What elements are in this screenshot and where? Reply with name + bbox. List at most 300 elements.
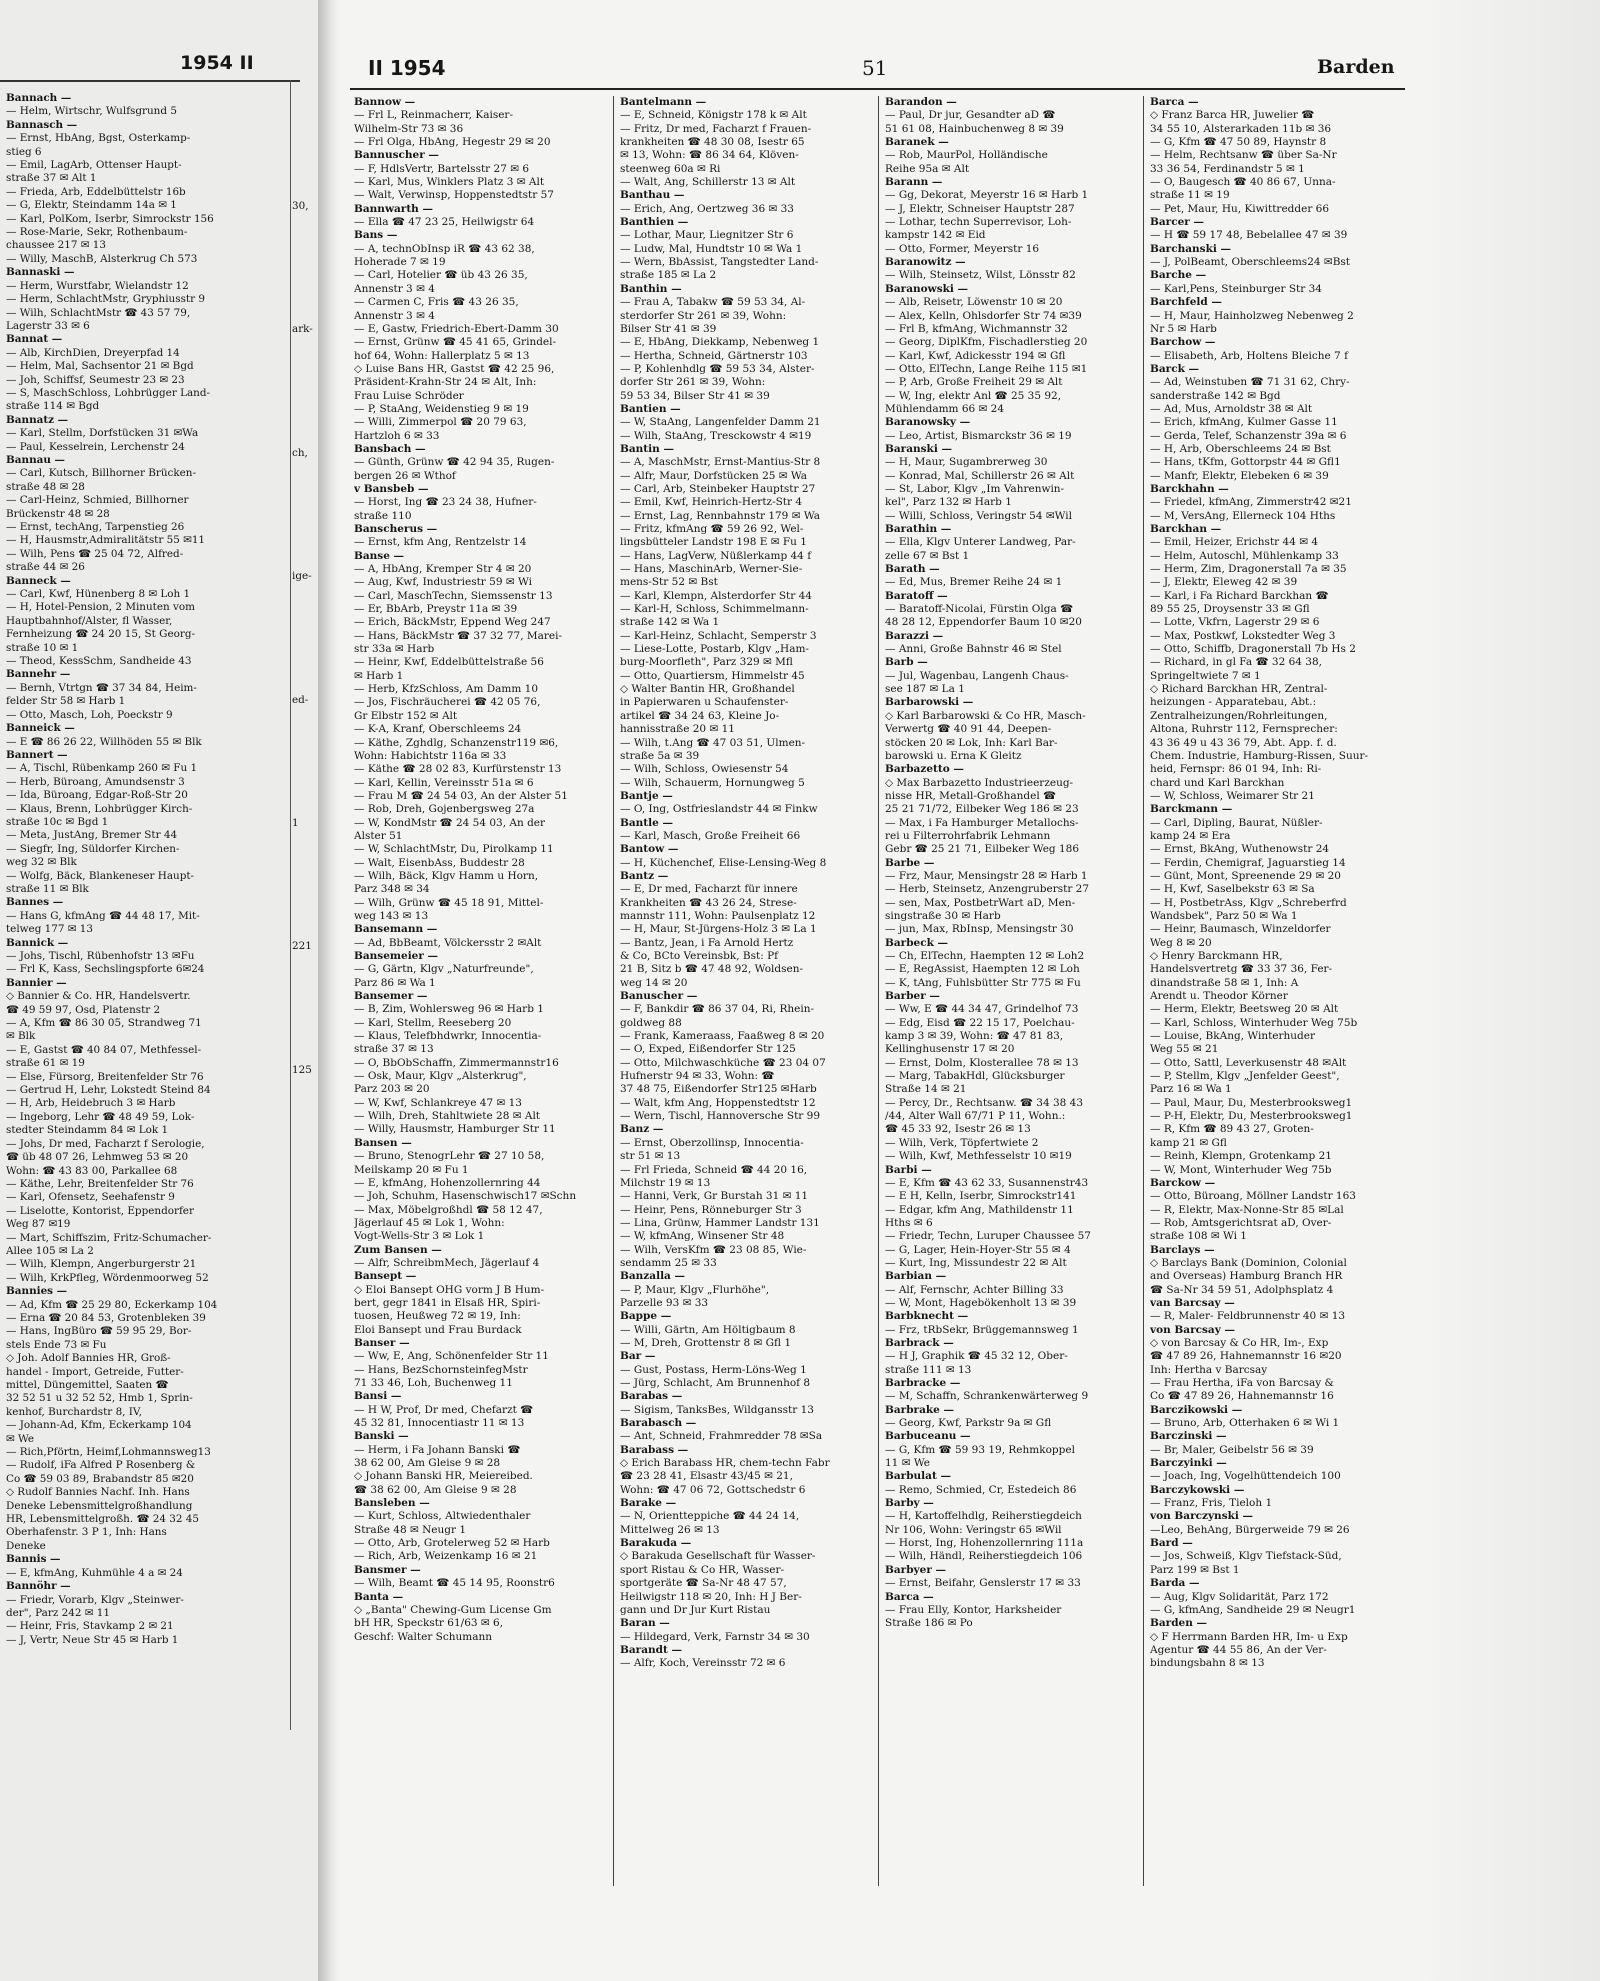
surname-heading: Barann — [885, 176, 943, 189]
directory-entry: — Carl, MaschTechn, Siemssenstr 13 [354, 589, 553, 602]
directory-entry: — H J, Graphik ☎ 45 32 12, Ober- [885, 1350, 1068, 1363]
directory-entry: Co ☎ 59 03 89, Brabandstr 85 ✉20 [6, 1472, 194, 1485]
surname-heading: Baranski — [885, 442, 952, 455]
surname-heading: Baranowitz — [885, 256, 966, 269]
directory-entry: Bilser Str 41 ✉ 39 [620, 322, 717, 335]
directory-entry: straße 110 [354, 509, 412, 522]
directory-entry: — Karl, Schloss, Winterhuder Weg 75b [1150, 1016, 1358, 1029]
left-page-fragment [0, 0, 318, 1981]
directory-entry: 34 55 10, Alsterarkaden 11b ✉ 36 [1150, 122, 1332, 135]
directory-entry: — R, Kfm ☎ 89 43 27, Groten- [1150, 1123, 1314, 1136]
directory-entry: — St, Labor, Klgv „Im Vahrenwin- [885, 482, 1065, 495]
surname-heading: Banneick — [6, 722, 75, 735]
directory-entry: — Wilh, Schauerm, Hornungweg 5 [620, 776, 805, 789]
directory-entry: — Walt, EisenbAss, Buddestr 28 [354, 856, 525, 869]
surname-heading: Baran — [620, 1617, 670, 1630]
directory-entry: — K-A, Kranf, Oberschleems 24 [354, 723, 522, 736]
directory-entry: — Bruno, StenogrLehr ☎ 27 10 58, [354, 1150, 545, 1163]
directory-entry: — H, Maur, St-Jürgens-Holz 3 ✉ La 1 [620, 923, 817, 936]
surname-heading: von Barcsay — [1150, 1323, 1235, 1336]
surname-heading: Barabasch — [620, 1417, 697, 1430]
directory-entry: — Carl, Kutsch, Billhorner Brücken- [6, 467, 196, 480]
directory-entry: — H, Arb, Heidebruch 3 ✉ Harb [6, 1097, 176, 1110]
directory-entry: straße 10c ✉ Bgd 1 [6, 815, 109, 828]
directory-entry: sanderstraße 142 ✉ Bgd [1150, 389, 1281, 402]
directory-entry: — O, BbObSchaffn, Zimmermannstr16 [354, 1056, 559, 1069]
surname-heading: Bansen — [354, 1136, 412, 1149]
surname-heading: Bard — [1150, 1537, 1193, 1550]
directory-entry: kamp 24 ✉ Era [1150, 829, 1231, 842]
directory-entry: — Georg, Kwf, Parkstr 9a ✉ Gfl [885, 1417, 1052, 1430]
directory-entry: — Ad, Kfm ☎ 25 29 80, Eckerkamp 104 [6, 1298, 218, 1311]
surname-heading: Bannöhr — [6, 1580, 71, 1593]
directory-entry: — Karl, i Fa Richard Barckhan ☎ [1150, 589, 1329, 602]
directory-entry: — Otto, Milchwaschküche ☎ 23 04 07 [620, 1056, 826, 1069]
directory-entry: — E, Schneid, Königstr 178 k ✉ Alt [620, 109, 807, 122]
directory-entry: — H, Kartoffelhdlg, Reiherstiegdeich [885, 1510, 1082, 1523]
surname-heading: Bannatz — [6, 413, 69, 426]
directory-entry: — Helm, Mal, Sachsentor 21 ✉ Bgd [6, 360, 194, 373]
directory-entry: — Frl B, kfmAng, Wichmannstr 32 [885, 322, 1068, 335]
directory-entry: ◇ Joh. Adolf Bannies HR, Groß- [6, 1352, 171, 1365]
directory-entry: — Emil, Kwf, Heinrich-Hertz-Str 4 [620, 496, 803, 509]
margin-fragment: 125 [292, 1063, 312, 1076]
surname-heading: Banser — [354, 1336, 410, 1349]
surname-heading: Bannehr — [6, 668, 71, 681]
directory-entry: Parz 348 ✉ 34 [354, 883, 430, 896]
surname-heading: Barca — [885, 1590, 934, 1603]
surname-heading: Banski — [354, 1430, 409, 1443]
directory-entry: — Er, BbArb, Preystr 11a ✉ 39 [354, 603, 518, 616]
directory-entry: — P-H, Elektr, Du, Mesterbrooksweg1 [1150, 1110, 1353, 1123]
directory-entry: str 51 ✉ 13 [620, 1150, 681, 1163]
directory-entry: — O, Exped, Eißendorfer Str 125 [620, 1043, 796, 1056]
surname-heading: Barabas — [620, 1390, 683, 1403]
directory-entry: — Rose-Marie, Sekr, Rothenbaum- [6, 226, 188, 239]
directory-entry: — E, Gastst ☎ 40 84 07, Methfessel- [6, 1043, 202, 1056]
directory-entry: Parz 86 ✉ Wa 1 [354, 976, 436, 989]
directory-entry: ☎ Sa-Nr 34 59 51, Adolphsplatz 4 [1150, 1283, 1334, 1296]
directory-entry: — B, Zim, Wohlersweg 96 ✉ Harb 1 [354, 1003, 544, 1016]
directory-entry: — Lothar, techn Superrevisor, Loh- [885, 216, 1072, 229]
directory-entry: — Rudolf, iFa Alfred P Rosenberg & [6, 1459, 196, 1472]
directory-entry: — Erich, Ang, Oertzweg 36 ✉ 33 [620, 202, 794, 215]
surname-heading: Bannes — [6, 896, 64, 909]
directory-entry: Krankheiten ☎ 43 26 24, Strese- [620, 896, 797, 909]
directory-entry: — Wilh, Pens ☎ 25 04 72, Alfred- [6, 547, 184, 560]
directory-entry: — Sigism, TanksBes, Wildgansstr 13 [620, 1403, 814, 1416]
directory-entry: — E, kfmAng, Hohenzollernring 44 [354, 1176, 541, 1189]
directory-entry: Annenstr 3 ✉ 4 [354, 309, 435, 322]
directory-columns [348, 96, 1408, 1886]
surname-heading: Bannwarth — [354, 202, 433, 215]
directory-entry: — Wilh, KrkPfleg, Wördenmoorweg 52 [6, 1271, 209, 1284]
directory-entry: — A, Kfm ☎ 86 30 05, Strandweg 71 [6, 1017, 202, 1030]
surname-heading: Banzalla — [620, 1270, 686, 1283]
directory-entry: — G, Lager, Hein-Hoyer-Str 55 ✉ 4 [885, 1243, 1071, 1256]
directory-entry: — Percy, Dr., Rechtsanw. ☎ 34 38 43 [885, 1096, 1084, 1109]
directory-entry: — Konrad, Mal, Schillerstr 26 ✉ Alt [885, 469, 1075, 482]
directory-entry: 33 36 54, Ferdinandstr 5 ✉ 1 [1150, 162, 1305, 175]
directory-entry: Arendt u. Theodor Körner [1150, 990, 1288, 1003]
directory-entry: — Otto, Sattl, Leverkusenstr 48 ✉Alt [1150, 1056, 1347, 1069]
directory-entry: Hauptbahnhof/Alster, fl Wasser, [6, 614, 173, 627]
surname-heading: Barazzi — [885, 629, 944, 642]
directory-entry: — Rich,Pförtn, Heimf,Lohmannsweg13 [6, 1446, 211, 1459]
directory-entry: — Helm, Autoschl, Mühlenkamp 33 [1150, 549, 1339, 562]
directory-entry: — Aug, Klgv Solidarität, Parz 172 [1150, 1590, 1329, 1603]
directory-entry: — Else, Fürsorg, Breitenfelder Str 76 [6, 1070, 204, 1083]
directory-entry: sport Ristau & Co HR, Wasser- [620, 1563, 785, 1576]
directory-entry: — Max, i Fa Hamburger Metallochs- [885, 816, 1079, 829]
surname-heading: Bannis — [6, 1553, 61, 1566]
directory-entry: Eloi Bansept und Frau Burdack [354, 1323, 522, 1336]
directory-entry: — A, MaschMstr, Ernst-Mantius-Str 8 [620, 456, 821, 469]
directory-entry: 51 61 08, Hainbuchenweg 8 ✉ 39 [885, 122, 1064, 135]
surname-heading: Bannow — [354, 96, 416, 108]
directory-entry: weg 32 ✉ Blk [6, 856, 77, 869]
directory-entry: — jun, Max, RbInsp, Mensingstr 30 [885, 923, 1074, 936]
directory-entry: — Frz, Maur, Mensingstr 28 ✉ Harb 1 [885, 869, 1088, 882]
directory-entry: — J, Vertr, Neue Str 45 ✉ Harb 1 [6, 1633, 179, 1646]
directory-entry: 43 36 49 u 43 36 79, Abt. App. f. d. [1150, 736, 1337, 749]
directory-entry: — Karl,Pens, Steinburger Str 34 [1150, 282, 1322, 295]
surname-heading: Barbazetto — [885, 763, 964, 776]
directory-entry: — A, Tischl, Rübenkamp 260 ✉ Fu 1 [6, 762, 198, 775]
directory-entry: — Friedr, Vorarb, Klgv „Steinwer- [6, 1593, 184, 1606]
directory-entry: straße 10 ✉ 1 [6, 641, 79, 654]
directory-entry: — Ad, Mus, Arnoldstr 38 ✉ Alt [1150, 402, 1313, 415]
directory-entry: — Joach, Ing, Vogelhüttendeich 100 [1150, 1470, 1341, 1483]
directory-entry: Straße 14 ✉ 21 [885, 1083, 967, 1096]
directory-entry: — Frl Olga, HbAng, Hegestr 29 ✉ 20 [354, 136, 551, 149]
surname-heading: Bannies — [6, 1285, 68, 1298]
directory-entry: sportgeräte ☎ Sa-Nr 48 47 57, [620, 1577, 787, 1590]
surname-heading: Banthin — [620, 282, 682, 295]
margin-fragment: ch, [292, 446, 308, 459]
directory-entry: — Franz, Fris, Tieloh 1 [1150, 1497, 1273, 1510]
directory-entry: straße 111 ✉ 13 [885, 1363, 972, 1376]
directory-entry: — Friedr, Techn, Luruper Chaussee 57 [885, 1230, 1091, 1243]
directory-entry: mens-Str 52 ✉ Bst [620, 576, 718, 589]
directory-entry: sterdorfer Str 261 ✉ 39, Wohn: [620, 309, 787, 322]
directory-entry: str 33a ✉ Harb [354, 643, 435, 656]
surname-heading: Banuscher — [620, 990, 698, 1003]
directory-entry: — Ella, Klgv Unterer Landweg, Par- [885, 536, 1076, 549]
directory-entry: ◇ von Barcsay & Co HR, Im-, Exp [1150, 1336, 1329, 1349]
directory-entry: — K, tAng, Fuhlsbütter Str 775 ✉ Fu [885, 976, 1081, 989]
surname-heading: Banthien — [620, 216, 689, 229]
directory-entry: —Leo, BehAng, Bürgerweide 79 ✉ 26 [1150, 1523, 1350, 1536]
surname-heading: von Barczynski — [1150, 1510, 1254, 1523]
directory-entry: Allee 105 ✉ La 2 [6, 1244, 94, 1257]
directory-entry: — Louise, BkAng, Winterhuder [1150, 1030, 1316, 1043]
directory-entry: HR, Lebensmittelgroßh. ☎ 24 32 45 [6, 1513, 199, 1526]
directory-entry: ✉ Harb 1 [354, 669, 404, 682]
surname-heading: Barbrake — [885, 1403, 954, 1416]
directory-entry: — Kurt, Ing, Missundestr 22 ✉ Alt [885, 1256, 1067, 1269]
surname-heading: Barakuda — [620, 1537, 692, 1550]
directory-entry: ☎ üb 48 07 26, Lehmweg 53 ✉ 20 [6, 1151, 189, 1164]
directory-entry: chaussee 217 ✉ 13 [6, 239, 107, 252]
directory-entry: — Alfr, SchreibmMech, Jägerlauf 4 [354, 1256, 540, 1269]
directory-entry: — M, Dreh, Grottenstr 8 ✉ Gfl 1 [620, 1336, 792, 1349]
surname-heading: Bannau — [6, 453, 65, 466]
directory-entry: — Wilh, t.Ang ☎ 47 03 51, Ulmen- [620, 736, 806, 749]
surname-heading: Barda — [1150, 1577, 1200, 1590]
directory-entry: — R, Maler- Feldbrunnenstr 40 ✉ 13 [1150, 1310, 1346, 1323]
directory-entry: — G, Kfm ☎ 59 93 19, Rehmkoppel [885, 1443, 1075, 1456]
surname-heading: Banta — [354, 1590, 404, 1603]
directory-entry: — Helm, Rechtsanw ☎ über Sa-Nr [1150, 149, 1337, 162]
directory-entry: and Overseas) Hamburg Branch HR [1150, 1270, 1343, 1283]
directory-entry: — Ww, E, Ang, Schönenfelder Str 11 [354, 1350, 549, 1363]
directory-entry: Weg 87 ✉19 [6, 1218, 71, 1231]
directory-entry: — H, Maur, Hainholzweg Nebenweg 2 [1150, 309, 1354, 322]
directory-entry: — G, Kfm ☎ 47 50 89, Haynstr 8 [1150, 136, 1327, 149]
directory-entry: — Gertrud H, Lehr, Lokstedt Steind 84 [6, 1084, 211, 1097]
directory-entry: — W, Mont, Hagebökenholt 13 ✉ 39 [885, 1296, 1077, 1309]
surname-heading: Bannasch — [6, 118, 78, 131]
directory-entry: telweg 177 ✉ 13 [6, 923, 94, 936]
directory-entry: ☎ 38 62 00, Am Gleise 9 ✉ 28 [354, 1483, 517, 1496]
directory-entry: — Emil, Heizer, Erichstr 44 ✉ 4 [1150, 536, 1319, 549]
directory-entry: Straße 48 ✉ Neugr 1 [354, 1523, 467, 1536]
directory-entry: — Carl, Hotelier ☎ üb 43 26 35, [354, 269, 528, 282]
surname-heading: Bansleben — [354, 1497, 430, 1510]
directory-entry: — A, technObInsp iR ☎ 43 62 38, [354, 242, 535, 255]
surname-heading: Bans — [354, 229, 398, 242]
directory-entry: Wohn: ☎ 43 83 00, Parkallee 68 [6, 1164, 178, 1177]
directory-entry: — Marg, TabakHdl, Glücksburger [885, 1070, 1065, 1083]
directory-entry: — E, HbAng, Diekkamp, Nebenweg 1 [620, 336, 820, 349]
directory-entry: — Paul, Dr jur, Gesandter aD ☎ [885, 109, 1056, 122]
directory-entry: — A, HbAng, Kremper Str 4 ✉ 20 [354, 563, 532, 576]
directory-entry: — Frz, tRbSekr, Brüggemannsweg 1 [885, 1323, 1079, 1336]
directory-entry: heid, Fernspr: 86 01 94, Inh: Ri- [1150, 763, 1322, 776]
surname-heading: Barchanski — [1150, 242, 1232, 255]
directory-entry: straße 108 ✉ Wi 1 [1150, 1230, 1247, 1243]
surname-heading: Baranek — [885, 136, 949, 149]
directory-entry: 89 55 25, Droysenstr 33 ✉ Gfl [1150, 603, 1310, 616]
directory-entry: — Frau A, Tabakw ☎ 59 53 34, Al- [620, 296, 806, 309]
directory-entry: — Heinr, Fris, Stavkamp 2 ✉ 21 [6, 1620, 174, 1633]
surname-heading: Bannach — [6, 92, 72, 104]
directory-entry: — Karl, Ofensetz, Seehafenstr 9 [6, 1191, 175, 1204]
directory-entry: ✉ 13, Wohn: ☎ 86 34 64, Klöven- [620, 149, 799, 162]
directory-entry: — Ant, Schneid, Frahmredder 78 ✉Sa [620, 1430, 823, 1443]
directory-entry: — Hertha, Schneid, Gärtnerstr 103 [620, 349, 808, 362]
directory-entry: & Co, BCto Vereinsbk, Bst: Pf [620, 950, 779, 962]
directory-entry: Alster 51 [354, 829, 403, 842]
directory-entry: — Wilh, Verk, Töpfertwiete 2 [885, 1136, 1039, 1149]
directory-entry: — O, Baugesch ☎ 40 86 67, Unna- [1150, 176, 1336, 189]
directory-entry: — Heinr, Baumasch, Winzeldorfer [1150, 923, 1331, 936]
directory-entry: — Hans, IngBüro ☎ 59 95 29, Bor- [6, 1325, 192, 1338]
directory-entry: — F, HdlsVertr, Bartelsstr 27 ✉ 6 [354, 162, 530, 175]
directory-entry: — H, Küchenchef, Elise-Lensing-Weg 8 [620, 856, 827, 869]
surname-heading: Barcer — [1150, 216, 1204, 229]
directory-entry: bH HR, Speckstr 61/63 ✉ 6, [354, 1617, 504, 1630]
directory-entry: — Helm, Wirtschr, Wulfsgrund 5 [6, 105, 177, 118]
directory-entry: — Fritz, Dr med, Facharzt f Frauen- [620, 122, 812, 135]
directory-entry: /44, Alter Wall 67/71 P 11, Wohn.: [885, 1110, 1066, 1123]
directory-entry: — Gust, Postass, Herm-Löns-Weg 1 [620, 1363, 807, 1376]
directory-entry: — Carmen C, Fris ☎ 43 26 35, [354, 296, 519, 309]
directory-entry: — Mart, Schiffszim, Fritz-Schumacher- [6, 1231, 212, 1244]
directory-entry: ☎ 45 33 92, Isestr 26 ✉ 13 [885, 1123, 1031, 1136]
directory-entry: — E, Dr med, Facharzt für innere [620, 883, 798, 896]
directory-entry: Gr Elbstr 152 ✉ Alt [354, 709, 458, 722]
directory-entry: — Otto, Arb, Grotelerweg 52 ✉ Harb [354, 1537, 550, 1550]
directory-entry: rei u Filterrohrfabrik Lehmann [885, 829, 1051, 842]
directory-entry: ◇ Max Barbazetto Industrieerzeug- [885, 776, 1074, 789]
surname-heading: van Barcsay — [1150, 1296, 1235, 1309]
directory-entry: — Rob, Amtsgerichtsrat aD, Over- [1150, 1216, 1332, 1229]
surname-heading: Barckow — [1150, 1176, 1216, 1189]
directory-entry: 59 53 34, Bilser Str 41 ✉ 39 [620, 389, 770, 402]
directory-entry: — Karl, Klempn, Alsterdorfer Str 44 [620, 589, 812, 602]
directory-entry: straße 37 ✉ Alt 1 [6, 172, 97, 185]
directory-entry: — J, PolBeamt, Oberschleems24 ✉Bst [1150, 256, 1351, 269]
directory-column-1 [348, 96, 613, 1886]
surname-heading: Barake — [620, 1497, 677, 1510]
directory-entry: — Alfr, Koch, Vereinsstr 72 ✉ 6 [620, 1657, 786, 1670]
directory-column-4 [1143, 96, 1408, 1886]
directory-entry: straße 11 ✉ 19 [1150, 189, 1230, 202]
directory-page [340, 0, 1600, 1981]
surname-heading: Bansemer — [354, 990, 428, 1003]
directory-entry: ◇ Karl Barbarowski & Co HR, Masch- [885, 709, 1086, 722]
directory-entry: Meilskamp 20 ✉ Fu 1 [354, 1163, 469, 1176]
directory-entry: — Ella ☎ 47 23 25, Heilwigstr 64 [354, 216, 535, 229]
surname-heading: Barchow — [1150, 336, 1216, 349]
directory-entry: ◇ Johann Banski HR, Meiereibed. [354, 1470, 533, 1483]
directory-entry: — Ferdin, Chemigraf, Jaguarstieg 14 [1150, 856, 1346, 869]
directory-entry: — Leo, Artist, Bismarckstr 36 ✉ 19 [885, 429, 1072, 442]
margin-fragment: ed- [292, 693, 309, 706]
page-header-year: II 1954 [368, 56, 446, 80]
directory-entry: artikel ☎ 34 24 63, Kleine Jo- [620, 709, 780, 722]
directory-entry: — Klaus, Telefbhdwrkr, Innocentia- [354, 1030, 542, 1043]
directory-entry: dinandstraße 58 ✉ 1, Inh: A [1150, 976, 1299, 989]
surname-heading: Barb — [885, 656, 928, 669]
directory-entry: — Br, Maler, Geibelstr 56 ✉ 39 [1150, 1443, 1314, 1456]
directory-entry: — E, RegAssist, Haempten 12 ✉ Loh [885, 963, 1080, 976]
directory-entry: — Carl, Arb, Steinbeker Hauptstr 27 [620, 482, 816, 495]
directory-column-3 [878, 96, 1143, 1886]
directory-entry: — Otto, ElTechn, Lange Reihe 115 ✉1 [885, 362, 1088, 375]
directory-entry: Präsident-Krahn-Str 24 ✉ Alt, Inh: [354, 376, 537, 389]
directory-entry: — E, Kfm ☎ 43 62 33, Susannenstr43 [885, 1176, 1089, 1189]
directory-entry: — Max, Postkwf, Lokstedter Weg 3 [1150, 629, 1336, 642]
directory-entry: — Lothar, Maur, Liegnitzer Str 6 [620, 229, 794, 242]
directory-entry: barowski u. Erna K Gleitz [885, 749, 1022, 762]
directory-entry: — Wilh, Dreh, Stahltwiete 28 ✉ Alt [354, 1110, 541, 1123]
directory-entry: ☎ 47 89 26, Hahnemannstr 16 ✉20 [1150, 1350, 1342, 1363]
directory-entry: straße 142 ✉ Wa 1 [620, 616, 720, 629]
directory-column-2 [613, 96, 878, 1886]
surname-heading: Banse — [354, 549, 405, 562]
directory-entry: weg 143 ✉ 13 [354, 909, 429, 922]
directory-entry: — Hans, BäckMstr ☎ 37 32 77, Marei- [354, 629, 563, 642]
surname-heading: Barbulat — [885, 1470, 951, 1483]
directory-entry: — Karl, Masch, Große Freiheit 66 [620, 829, 801, 842]
surname-heading: Bannaski — [6, 266, 75, 279]
directory-entry: nisse HR, Metall-Großhandel ☎ [885, 789, 1057, 802]
directory-entry: 71 33 46, Loh, Buchenweg 11 [354, 1377, 513, 1389]
directory-entry: — M, VersAng, Ellerneck 104 Hths [1150, 509, 1336, 522]
directory-entry: — Wilh, Beamt ☎ 45 14 95, Roonstr6 [354, 1577, 555, 1590]
directory-entry: — Wilh, Schloss, Owiesenstr 54 [620, 763, 789, 776]
directory-entry: — Ernst, Dolm, Klosterallee 78 ✉ 13 [885, 1056, 1079, 1069]
surname-heading: Barandon — [885, 96, 957, 108]
directory-entry: — Frl L, Reinmacherr, Kaiser- [354, 109, 513, 122]
surname-heading: Barclays — [1150, 1243, 1215, 1256]
directory-entry: — E H, Kelln, Iserbr, Simrockstr141 [885, 1190, 1077, 1203]
surname-heading: Barca — [1150, 96, 1199, 108]
directory-entry: — Karl, Mus, Winklers Platz 3 ✉ Alt [354, 176, 545, 189]
directory-entry: — Johs, Dr med, Facharzt f Serologie, [6, 1137, 205, 1150]
surname-heading: Zum Bansen — [354, 1243, 442, 1256]
directory-entry: straße 185 ✉ La 2 [620, 269, 717, 282]
surname-heading: Bantien — [620, 402, 681, 415]
directory-entry: Co ☎ 47 89 26, Hahnemannstr 16 [1150, 1390, 1334, 1403]
directory-entry: ◇ Walter Bantin HR, Großhandel [620, 683, 795, 696]
directory-entry: — Ernst, techAng, Tarpenstieg 26 [6, 521, 185, 533]
directory-entry: — Joh, Schuhm, Hasenschwisch17 ✉Schn [354, 1190, 577, 1203]
surname-heading: Bantle — [620, 816, 673, 829]
directory-entry: Hartzloh 6 ✉ 33 [354, 429, 440, 442]
surname-heading: Barczyinki — [1150, 1457, 1227, 1470]
directory-entry: bergen 26 ✉ Wthof [354, 469, 456, 482]
directory-entry: — W, Schloss, Weimarer Str 21 [1150, 789, 1315, 802]
directory-entry: — Walt, Verwinsp, Hoppenstedtstr 57 [354, 189, 554, 202]
directory-entry: steenweg 60a ✉ Ri [620, 162, 721, 175]
directory-entry: — Käthe, Zghdlg, Schanzenstr119 ✉6, [354, 736, 559, 749]
directory-entry: — H, Maur, Sugambrerweg 30 [885, 456, 1048, 469]
directory-entry: — Frl K, Kass, Sechslingspforte 6✉24 [6, 963, 205, 976]
directory-entry: Weg 55 ✉ 21 [1150, 1043, 1219, 1056]
directory-entry: — Jürg, Schlacht, Am Brunnenhof 8 [620, 1377, 811, 1389]
directory-entry: — Aug, Kwf, Industriestr 59 ✉ Wi [354, 576, 532, 589]
directory-entry: — M, Schaffn, Schrankenwärterweg 9 [885, 1390, 1089, 1403]
surname-heading: Bannert — [6, 748, 68, 761]
directory-entry: Wohn: ☎ 47 06 72, Gottschedstr 6 [620, 1483, 806, 1496]
directory-entry: — Rich, Arb, Weizenkamp 16 ✉ 21 [354, 1550, 538, 1563]
directory-entry: — Manfr, Elektr, Elebeken 6 ✉ 39 [1150, 469, 1329, 482]
directory-entry: Oberhafenstr. 3 P 1, Inh: Hans [6, 1526, 167, 1539]
directory-entry: — O, Ing, Ostfrieslandstr 44 ✉ Finkw [620, 803, 818, 816]
directory-entry: ◇ Franz Barca HR, Juwelier ☎ [1150, 109, 1315, 122]
directory-entry: — Ingeborg, Lehr ☎ 48 49 59, Lok- [6, 1110, 195, 1123]
directory-entry: zelle 67 ✉ Bst 1 [885, 549, 970, 562]
directory-entry: — Herb, Steinsetz, Anzengruberstr 27 [885, 883, 1090, 896]
directory-entry: Lagerstr 33 ✉ 6 [6, 319, 90, 332]
directory-entry: — Karl, Kellin, Vereinsstr 51a ✉ 6 [354, 776, 534, 789]
directory-entry: — Willi, Schloss, Veringstr 54 ✉Wil [885, 509, 1073, 522]
directory-entry: 37 48 75, Eißendorfer Str125 ✉Harb [620, 1083, 817, 1096]
surname-heading: Barchfeld — [1150, 296, 1222, 309]
directory-entry: — Lotte, Vkfrn, Lagerstr 29 ✉ 6 [1150, 616, 1320, 629]
directory-entry: der", Parz 242 ✉ 11 [6, 1606, 110, 1619]
directory-entry: — Liese-Lotte, Postarb, Klgv „Ham- [620, 643, 809, 656]
directory-entry: — Ernst, Oberzollinsp, Innocentia- [620, 1136, 804, 1149]
directory-entry: — Frl Frieda, Schneid ☎ 44 20 16, [620, 1163, 808, 1176]
directory-entry: — Wilh, Bäck, Klgv Hamm u Horn, [354, 869, 539, 882]
directory-entry: — Rob, Dreh, Gojenbergsweg 27a [354, 803, 535, 816]
surname-heading: Banneck — [6, 574, 71, 587]
